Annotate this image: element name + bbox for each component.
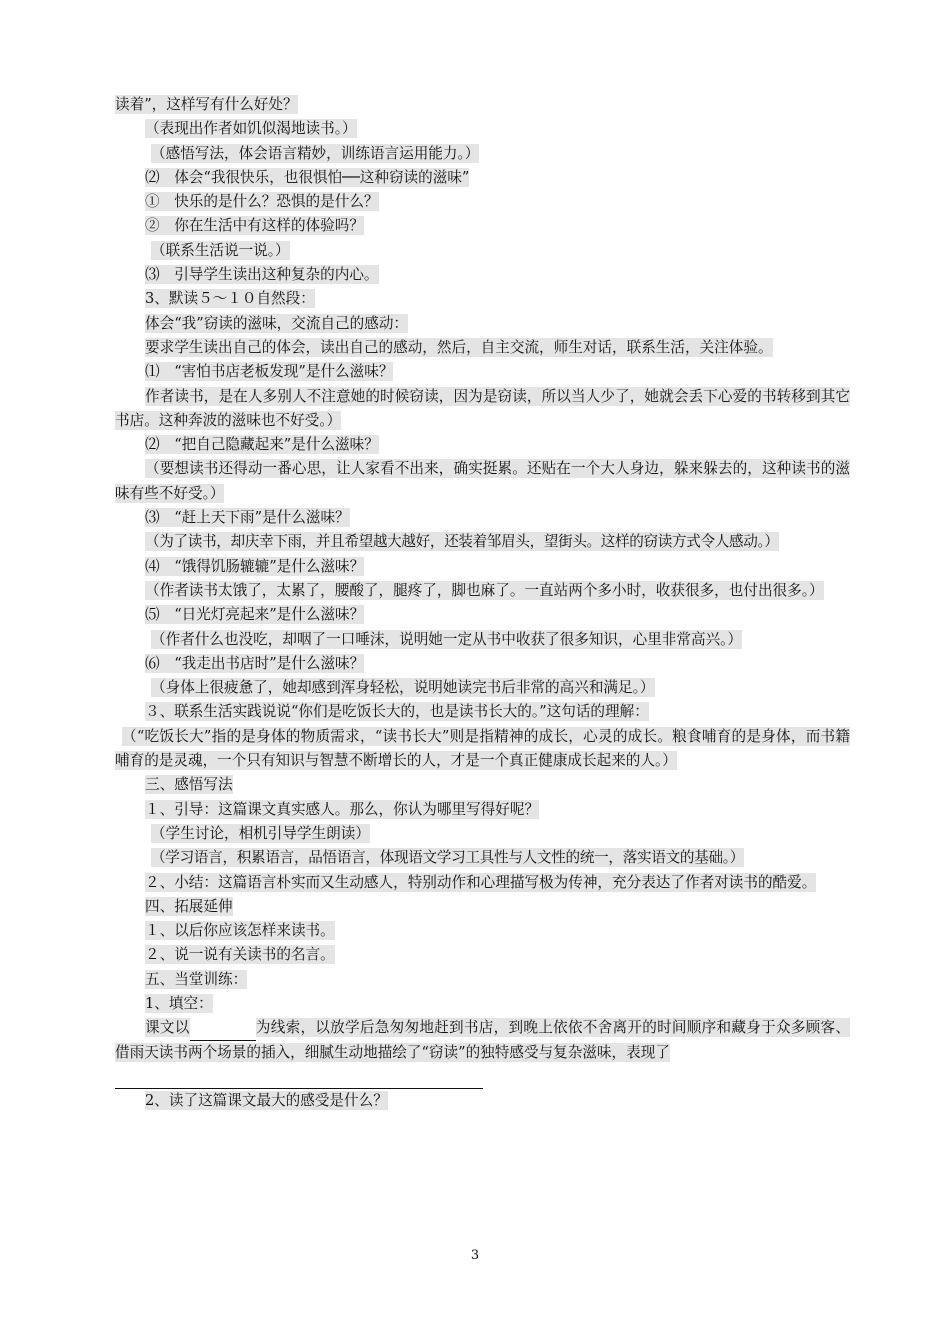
text-line: 2、读了这篇课文最大的感受是什么？: [145, 1092, 388, 1110]
text-line: ⑵ “把自己隐藏起来”是什么滋味？: [145, 436, 379, 454]
text-line: （联系生活说一说。）: [151, 241, 290, 259]
fill-in-question: 课文以 为线索，以放学后急匆匆地赶到书店，到晚上依依不舍离开的时间顺序和藏身于众多顾客、借雨天读书两个场景的插入，细腻生动地描绘了“窃读”的独特感受与复杂滋味，表现了: [115, 1016, 850, 1089]
text-line: 要求学生读出自己的体会，读出自己的感动，然后，自主交流，师生对话，联系生活，关注体验。: [145, 338, 773, 356]
text-line: （要想读书还得动一番心思，让人家看不出来，确实挺累。还贴在一个大人身边，躲来躲去的，这种读书的滋味有些不好受。）: [115, 460, 850, 502]
text-line: （作者什么也没吃，却咽了一口唾沫，说明她一定从书中收获了很多知识，心里非常高兴。）: [151, 630, 743, 648]
text-line: （感悟写法，体会语言精妙，训练语言运用能力。）: [151, 144, 480, 162]
text-line: ⑹ “我走出书店时”是什么滋味？: [145, 654, 365, 672]
fill-blank-clue[interactable]: [190, 1023, 256, 1041]
text-line: （表现出作者如饥似渴地读书。）: [145, 120, 357, 138]
text-line: ⑶ 引导学生读出这种复杂的内心。: [145, 266, 379, 284]
text-line: （学习语言，积累语言，品悟语言，体现语文学习工具性与人文性的统一，落实语文的基础。）: [151, 849, 745, 867]
text-line: ２、小结：这篇语言朴实而又生动感人，特别动作和心理描写极为传神，充分表达了作者对读书的酷爱。: [145, 873, 817, 891]
text-line: １、以后你应该怎样来读书。: [145, 922, 335, 940]
text-line: （“吃饭长大”指的是身体的物质需求，“读书长大”则是指精神的成长，心灵的成长。粮食哺育的是身体，而书籍哺育的是灵魂，一个只有知识与智慧不断增长的人，才是一个真正健康成长起来的人。）: [115, 727, 850, 770]
text-line: （身体上很疲惫了，她却感到浑身轻松，说明她读完书后非常的高兴和满足。）: [151, 679, 655, 697]
text-line: （为了读书，却庆幸下雨，并且希望越大越好，还装着邹眉头，望街头。这样的窃读方式令人感动。）: [145, 533, 779, 551]
text-line: 五、当堂训练：: [145, 970, 248, 988]
text-line: １、引导：这篇课文真实感人。那么，你认为哪里写得好呢？: [145, 800, 540, 818]
text-line: 作者读书，是在人多别人不注意她的时候窃读，因为是窃读，所以当人少了，她就会丢下心爱的书转移到其它书店。这种奔波的滋味也不好受。）: [115, 387, 850, 429]
text-line: ⑴ “害怕书店老板发现”是什么滋味？: [145, 363, 394, 381]
text-line: ⑶ “赶上天下雨”是什么滋味？: [145, 509, 350, 527]
text-line: （作者读书太饿了，太累了，腰酸了，腿疼了，脚也麻了。一直站两个多小时，收获很多，也付出很多。）: [145, 581, 824, 599]
document-body: [115, 93, 850, 1113]
text-line: 体会“我”窃读的滋味，交流自己的感动：: [145, 314, 409, 332]
text-line: 三、感悟写法: [145, 776, 233, 794]
text-line: ２、说一说有关读书的名言。: [145, 946, 335, 964]
text-line: （学生讨论，相机引导学生朗读）: [151, 824, 370, 842]
text-line: 四、拓展延伸: [145, 897, 233, 915]
text-line: 3、默读５～１０自然段：: [145, 290, 315, 308]
text-line: 读着”，这样写有什么好处？: [115, 96, 298, 113]
text-line: ⑵ 体会“我很快乐，也很惧怕──这种窃读的滋味”: [145, 168, 470, 186]
text-line: ⑷ “饿得饥肠辘辘”是什么滋味？: [145, 557, 365, 575]
text-line: ② 你在生活中有这样的体验吗？: [145, 217, 364, 235]
text-line: 1、填空：: [145, 994, 213, 1012]
text-line: ３、联系生活实践说说“你们是吃饭长大的，也是读书长大的。”这句话的理解：: [145, 703, 649, 721]
fill-blank-theme[interactable]: [115, 1071, 483, 1089]
text-line: ① 快乐的是什么？恐惧的是什么？: [145, 193, 379, 211]
page-number: 3: [470, 1248, 480, 1263]
text-line: ⑸ “日光灯亮起来”是什么滋味？: [145, 606, 365, 624]
